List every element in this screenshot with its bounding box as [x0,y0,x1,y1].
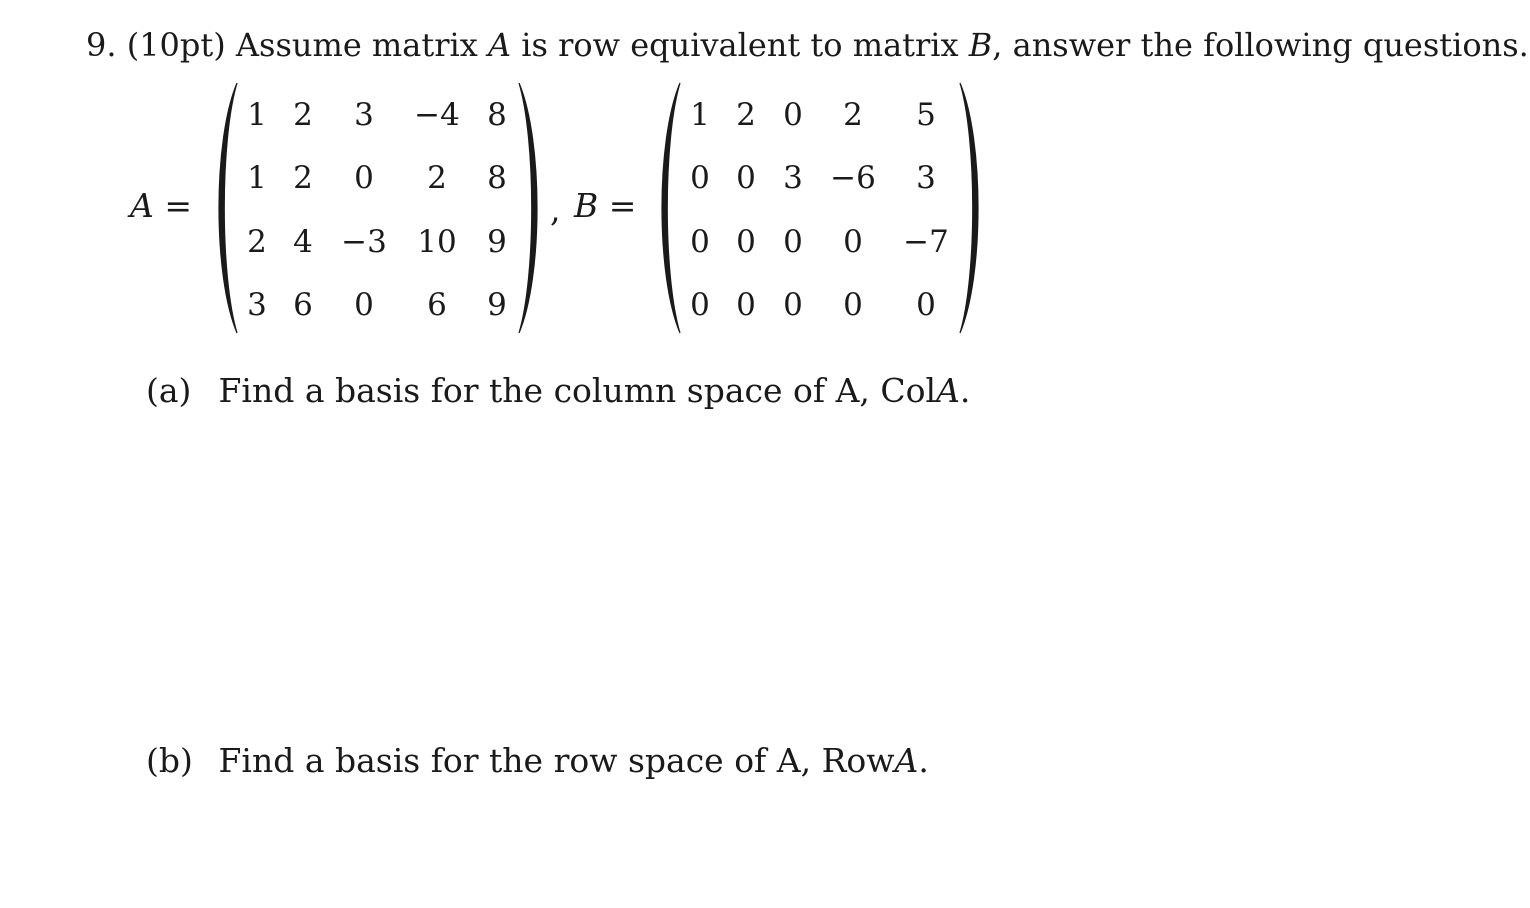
matrix-b-cell-r2-c1: 0 [690,160,710,196]
matrix-a-cell-r3-c4: 10 [417,224,457,260]
matrix-a-cell-r3-c3: −3 [341,224,387,260]
part-b-text: Find a basis for the row space of A, Row [218,741,895,780]
matrix-a-cell-r1-c1: 1 [247,97,267,133]
part-a-text: Find a basis for the column space of A, Col [218,371,937,410]
part-a-end: . [959,371,971,410]
matrix-a-cell-r2-c5: 8 [487,160,507,196]
question-number: 9. [86,26,117,64]
question-header [86,25,1529,65]
matrix-b-cell-r1-c5: 5 [916,97,936,133]
part-a-symbol: A [936,371,960,410]
part-a-tag: (a) [146,371,192,410]
matrix-b-cell-r2-c2: 0 [736,160,756,196]
part-b [146,741,929,781]
matrix-b-cell-r3-c5: −7 [903,224,949,260]
matrix-b-cell-r1-c3: 0 [783,97,803,133]
matrix-b-cell-r1-c2: 2 [736,97,756,133]
question-text-post: , answer the following questions. [992,26,1529,64]
matrix-b-cell-r3-c1: 0 [690,224,710,260]
question-points: (10pt) [126,26,226,64]
matrix-a-label [130,186,192,226]
matrix-b-cell-r4-c3: 0 [783,287,803,323]
matrix-b-cell-r4-c5: 0 [916,287,936,323]
matrix-b-cell-r3-c3: 0 [783,224,803,260]
matrix-a-cell-r3-c1: 2 [247,224,267,260]
matrix-b-label-text: B = [574,186,637,225]
matrix-a-cell-r3-c5: 9 [487,224,507,260]
matrix-a-cell-r1-c3: 3 [354,97,374,133]
matrix-b-cell-r1-c4: 2 [843,97,863,133]
matrix-a-cell-r4-c1: 3 [247,287,267,323]
part-b-end: . [918,741,929,780]
part-a [146,371,970,411]
part-b-symbol: A [894,741,919,780]
matrix-b-cell-r4-c4: 0 [843,287,863,323]
matrix-a-cell-r2-c2: 2 [293,160,313,196]
matrix-a-cell-r4-c2: 6 [293,287,313,323]
matrix-separator: , [550,190,561,229]
matrix-a-cell-r1-c2: 2 [293,97,313,133]
question-text-pre: Assume matrix [235,26,478,64]
matrix-a-cell-r2-c1: 1 [247,160,267,196]
matrix-a-label-text: A = [130,186,192,225]
matrix-b-cell-r2-c5: 3 [916,160,936,196]
matrix-b-cell-r2-c3: 3 [783,160,803,196]
matrix-b-cell-r4-c2: 0 [736,287,756,323]
part-b-tag: (b) [146,741,193,780]
symbol-a: A [487,26,512,64]
matrix-a-cell-r3-c2: 4 [293,224,313,260]
matrix-b-cell-r3-c4: 0 [843,224,863,260]
matrix-a-cell-r1-c4: −4 [414,97,460,133]
matrix-b-label [574,186,636,226]
matrix-a-cell-r1-c5: 8 [487,97,507,133]
symbol-b: B [968,26,993,64]
matrix-a-cell-r4-c3: 0 [354,287,374,323]
matrix-a-cell-r2-c3: 0 [354,160,374,196]
matrix-a-cell-r4-c4: 6 [427,287,447,323]
matrix-b-cell-r4-c1: 0 [690,287,710,323]
question-text-mid: is row equivalent to matrix [521,26,959,64]
matrix-b-cell-r3-c2: 0 [736,224,756,260]
matrix-a-cell-r4-c5: 9 [487,287,507,323]
matrix-b-cell-r2-c4: −6 [830,160,876,196]
matrix-b-right-paren [956,80,986,336]
matrix-a-cell-r2-c4: 2 [427,160,447,196]
matrix-b-cell-r1-c1: 1 [690,97,710,133]
